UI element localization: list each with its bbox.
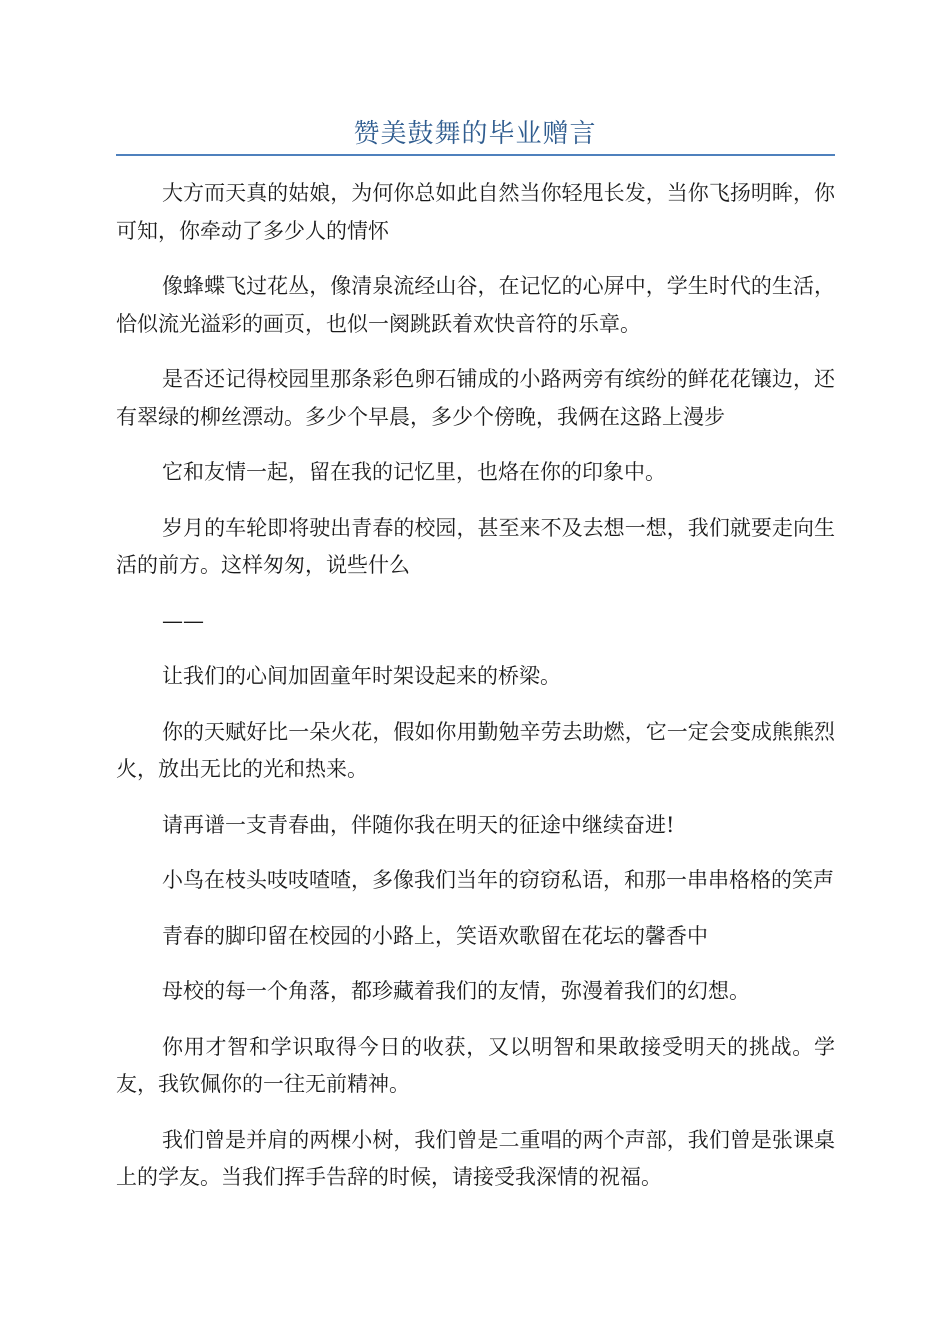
paragraph-dash: —— xyxy=(162,608,204,633)
paragraph: 你用才智和学识取得今日的收获，又以明智和果敢接受明天的挑战。学友，我钦佩你的一往无前精神。 xyxy=(116,1034,835,1096)
paragraph: 大方而天真的姑娘，为何你总如此自然当你轻甩长发，当你飞扬明眸，你可知，你牵动了多少人的情怀 xyxy=(116,181,835,243)
paragraph: 青春的脚印留在校园的小路上，笑语欢歌留在花坛的馨香中 xyxy=(162,923,708,948)
document-body xyxy=(116,175,835,1215)
title-underline xyxy=(116,154,835,156)
paragraph: 像蜂蝶飞过花丛，像清泉流经山谷，在记忆的心屏中，学生时代的生活，恰似流光溢彩的画页，也似一阕跳跃着欢快音符的乐章。 xyxy=(116,274,835,336)
paragraph: 岁月的车轮即将驶出青春的校园，甚至来不及去想一想，我们就要走向生活的前方。这样匆匆，说些什么 xyxy=(116,515,835,577)
paragraph: 小鸟在枝头吱吱喳喳，多像我们当年的窃窃私语，和那一串串格格的笑声 xyxy=(162,868,834,892)
paragraph: 它和友情一起，留在我的记忆里，也烙在你的印象中。 xyxy=(162,460,666,484)
paragraph: 我们曾是并肩的两棵小树，我们曾是二重唱的两个声部，我们曾是张课桌上的学友。当我们挥手告辞的时候，请接受我深情的祝福。 xyxy=(116,1127,835,1189)
paragraph: 请再谱一支青春曲，伴随你我在明天的征途中继续奋进! xyxy=(162,812,675,837)
paragraph: 母校的每一个角落，都珍藏着我们的友情，弥漫着我们的幻想。 xyxy=(162,979,750,1003)
paragraph: 让我们的心间加固童年时架设起来的桥梁。 xyxy=(162,664,561,688)
paragraph: 你的天赋好比一朵火花，假如你用勤勉辛劳去助燃，它一定会变成熊熊烈火，放出无比的光和热来。 xyxy=(116,719,835,781)
paragraph: 是否还记得校园里那条彩色卵石铺成的小路两旁有缤纷的鲜花花镶边，还有翠绿的柳丝漂动。多少个早晨，多少个傍晚，我俩在这路上漫步 xyxy=(116,367,835,429)
document-title: 赞美鼓舞的毕业赠言 xyxy=(353,119,597,149)
